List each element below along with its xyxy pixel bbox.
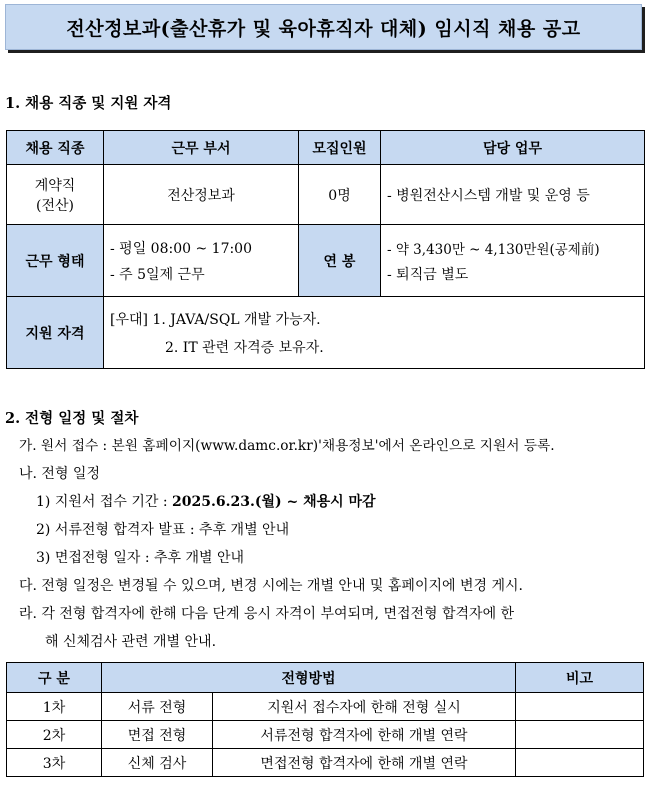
type-cell: 신체 검사 xyxy=(102,749,213,777)
note-cell xyxy=(516,749,644,777)
desc-cell: 지원서 접수자에 한해 전형 실시 xyxy=(213,693,516,721)
schedule-item-1 xyxy=(36,491,376,511)
recruitment-row-job xyxy=(7,165,645,225)
header-job-type: 채용 직종 xyxy=(7,131,104,165)
desc-cell: 면접전형 합격자에 한해 개별 연락 xyxy=(213,749,516,777)
step-cell: 1차 xyxy=(7,693,102,721)
item-ra-line2: 해 신체검사 관련 개별 안내. xyxy=(45,634,217,650)
job-type-line2: (전산) xyxy=(36,197,74,214)
recruitment-header-row xyxy=(7,131,645,165)
selection-header-row xyxy=(7,663,644,693)
item-da: 다. 전형 일정은 변경될 수 있으며, 변경 시에는 개별 안내 및 홈페이지에 변경 게시. xyxy=(19,578,523,594)
item-ra-line1: 라. 각 전형 합격자에 한해 다음 단계 응시 자격이 부여되며, 면접전형 합격자에 한 xyxy=(19,606,515,622)
job-type-cell xyxy=(7,165,104,225)
header-duty: 담당 업무 xyxy=(381,131,645,165)
work-hours-line2: - 주 5일제 근무 xyxy=(110,266,205,283)
duty-cell: - 병원전산시스템 개발 및 운영 등 xyxy=(381,165,645,225)
work-hours-line1: - 평일 08:00 ~ 17:00 xyxy=(110,240,253,257)
desc-cell: 서류전형 합격자에 한해 개별 연락 xyxy=(213,721,516,749)
selection-table xyxy=(6,662,644,777)
table-row xyxy=(7,749,644,777)
step-cell: 2차 xyxy=(7,721,102,749)
page-title: 전산정보과(출산휴가 및 육아휴직자 대체) 임시직 채용 공고 xyxy=(66,17,581,40)
step-cell: 3차 xyxy=(7,749,102,777)
header-dept: 근무 부서 xyxy=(104,131,299,165)
section1-heading: 1. 채용 직종 및 지원 자격 xyxy=(5,95,172,112)
item-ga: 가. 원서 접수 : 본원 홈페이지(www.damc.or.kr)'채용정보'에서 온라인으로 지원서 등록. xyxy=(19,438,555,454)
work-type-label: 근무 형태 xyxy=(7,225,104,297)
type-cell: 서류 전형 xyxy=(102,693,213,721)
schedule-item-3: 3) 면접전형 일자 : 추후 개별 안내 xyxy=(36,550,245,566)
count-cell: 0명 xyxy=(299,165,381,225)
note-cell xyxy=(516,693,644,721)
qualification-cell xyxy=(104,297,645,369)
header-method: 전형방법 xyxy=(102,663,516,693)
qualification-line2: 2. IT 관련 자격증 보유자. xyxy=(165,340,324,356)
schedule-item-2: 2) 서류전형 합격자 발표 : 추후 개별 안내 xyxy=(36,522,290,538)
header-step: 구 분 xyxy=(7,663,102,693)
job-type-line1: 계약직 xyxy=(34,177,76,194)
salary-line1: - 약 3,430만 ~ 4,130만원(공제前) xyxy=(387,241,600,258)
table-row xyxy=(7,721,644,749)
salary-cell xyxy=(381,225,645,297)
work-hours-cell xyxy=(104,225,299,297)
schedule-1-dates: 2025.6.23.(월) ~ 채용시 마감 xyxy=(172,494,376,510)
page-title-banner xyxy=(5,4,642,50)
header-note: 비고 xyxy=(516,663,644,693)
qualification-label: 지원 자격 xyxy=(7,297,104,369)
note-cell xyxy=(516,721,644,749)
salary-line2: - 퇴직금 별도 xyxy=(387,266,469,283)
recruitment-row-work xyxy=(7,225,645,297)
qualification-line1: [우대] 1. JAVA/SQL 개발 가능자. xyxy=(110,312,321,328)
recruitment-table xyxy=(6,130,645,369)
header-count: 모집인원 xyxy=(299,131,381,165)
dept-cell: 전산정보과 xyxy=(104,165,299,225)
table-row xyxy=(7,693,644,721)
item-na: 나. 전형 일정 xyxy=(19,466,100,482)
salary-label: 연 봉 xyxy=(299,225,381,297)
schedule-1-prefix: 1) 지원서 접수 기간 : xyxy=(36,494,173,510)
recruitment-row-qualification xyxy=(7,297,645,369)
section2-heading: 2. 전형 일정 및 절차 xyxy=(5,410,139,427)
type-cell: 면접 전형 xyxy=(102,721,213,749)
